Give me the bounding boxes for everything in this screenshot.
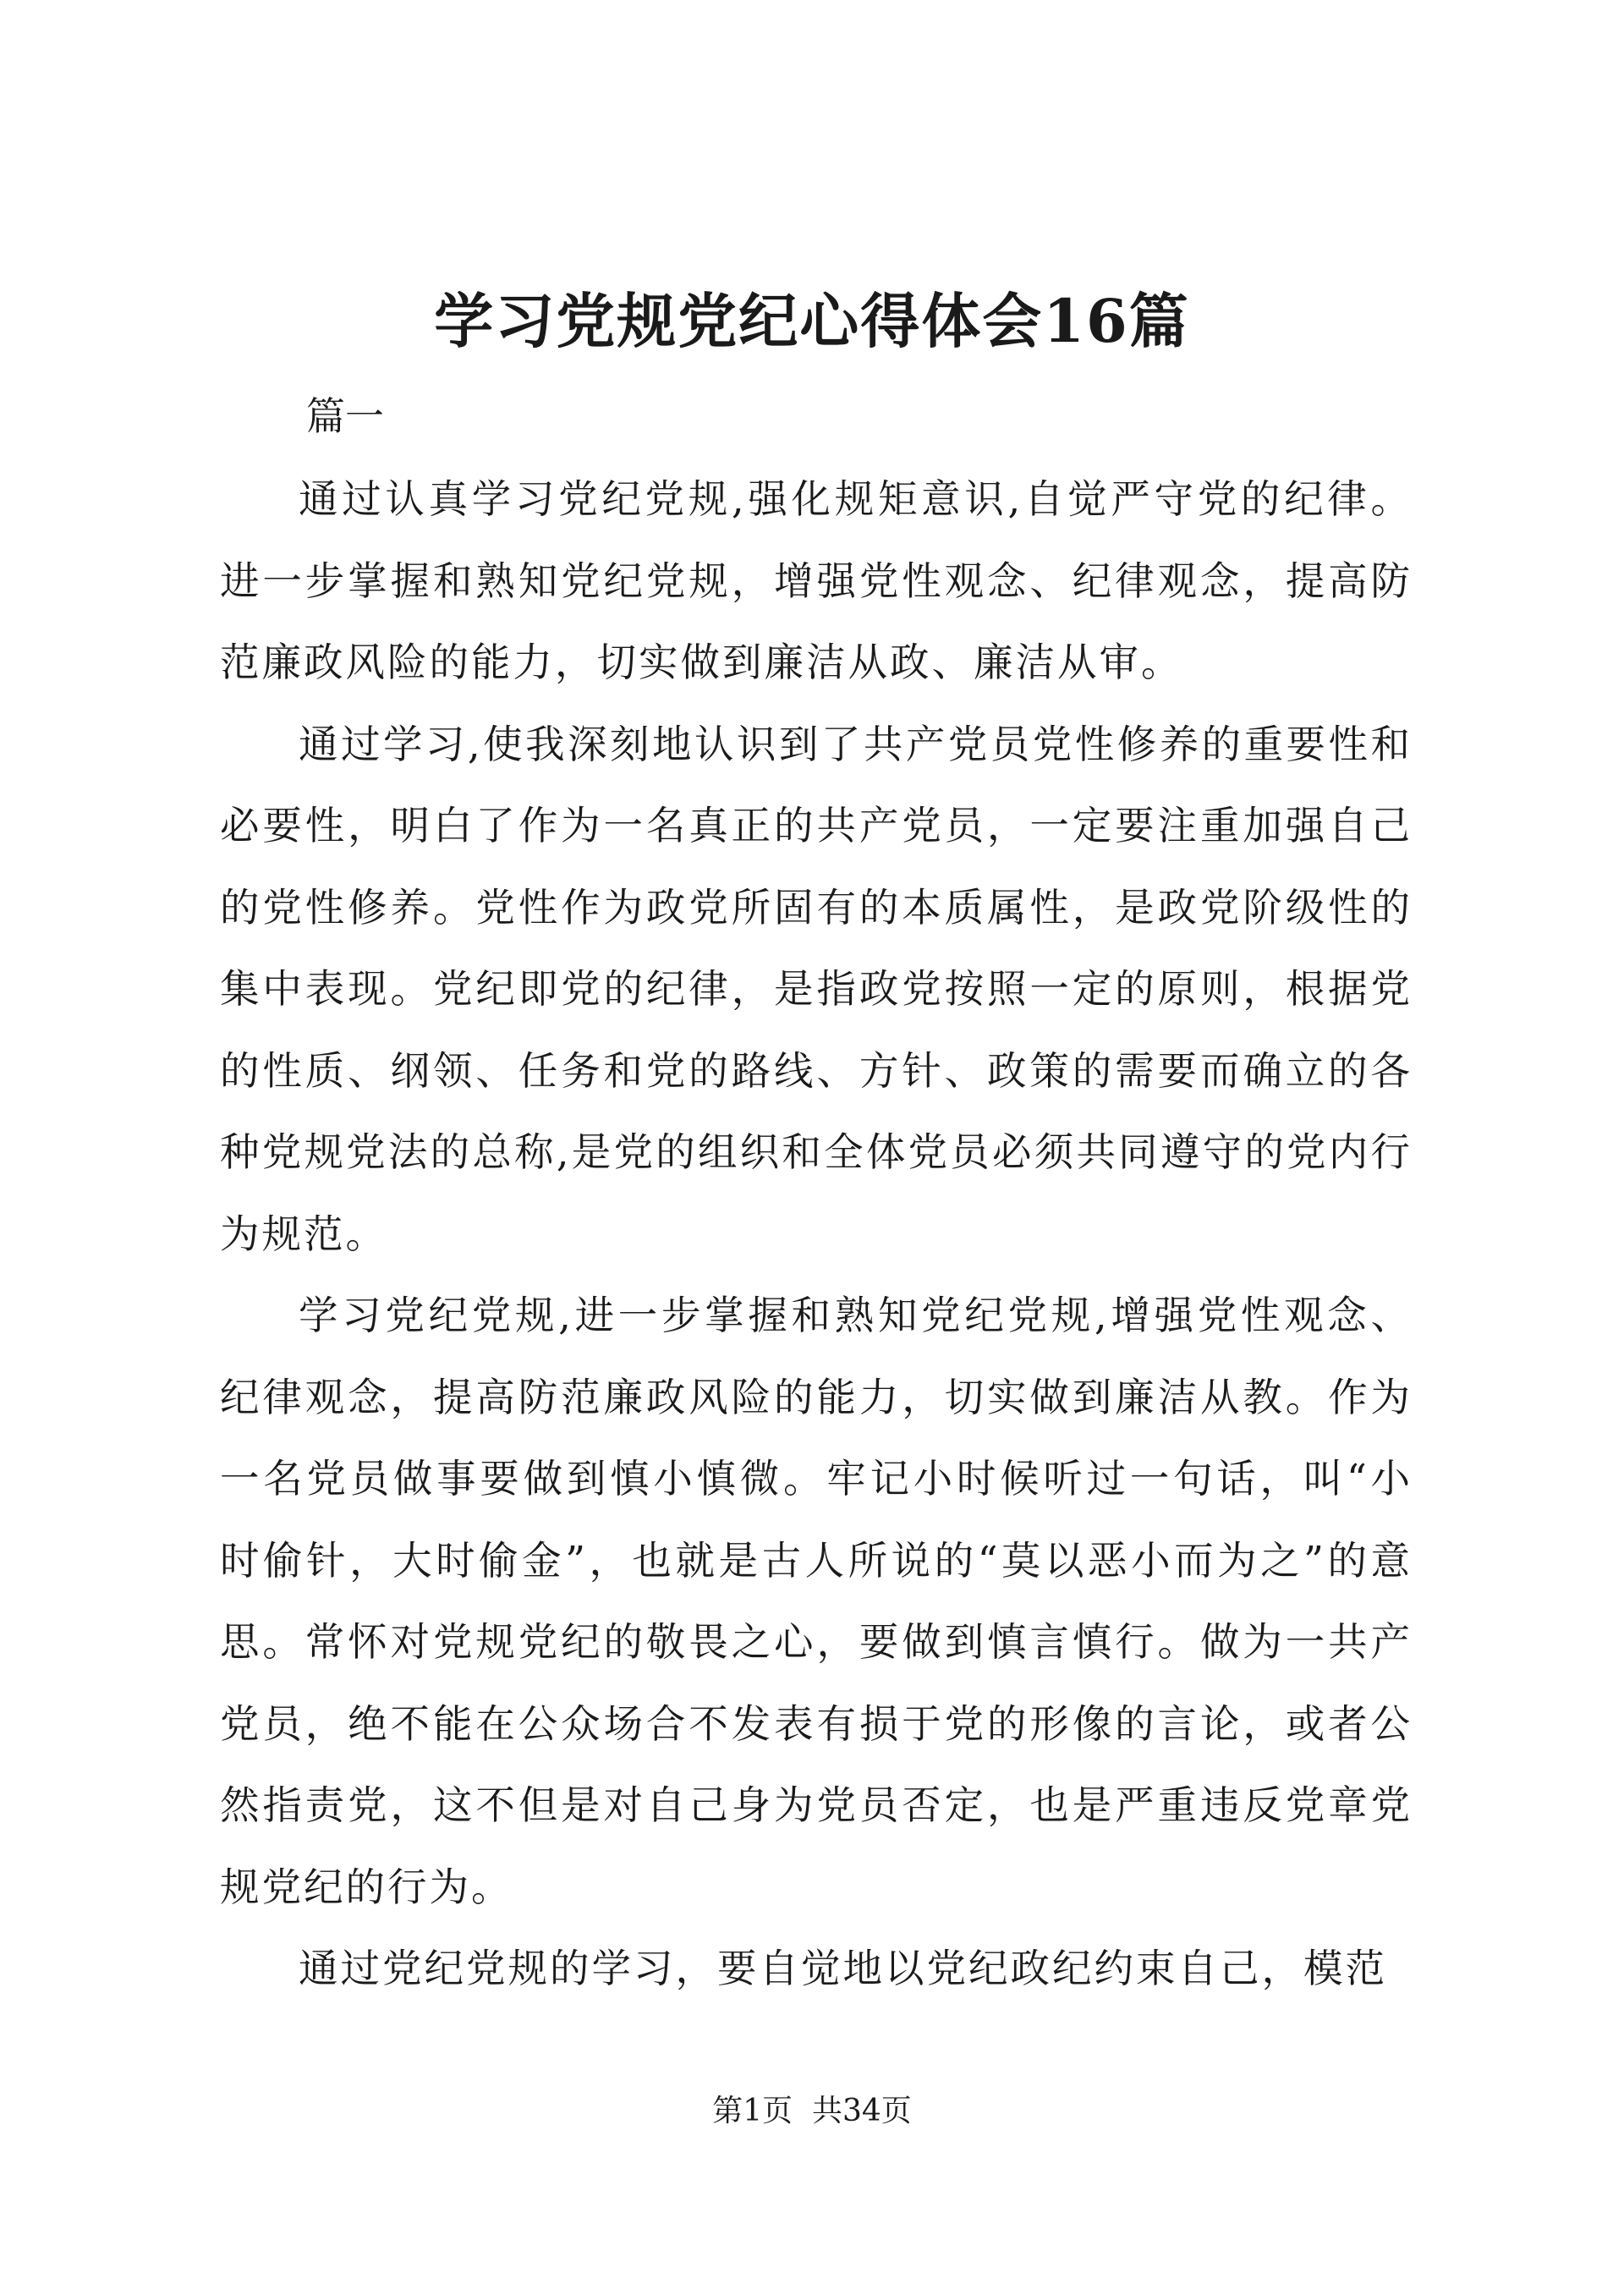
page-total: 34 (842, 2094, 881, 2128)
page-footer (0, 2086, 1624, 2137)
paragraph: 通过认真学习党纪党规,强化规矩意识,自觉严守党的纪律。进一步掌握和熟知党纪党规，增强党性观念、纪律观念，提高防范廉政风险的能力，切实做到廉洁从政、廉洁从审。 (220, 476, 1413, 685)
document-title: 学习党规党纪心得体会16篇 (434, 286, 1190, 356)
paragraph: 通过党纪党规的学习，要自觉地以党纪政纪约束自己，模范 (299, 1946, 1387, 1991)
paragraph: 学习党纪党规,进一步掌握和熟知党纪党规,增强党性观念、纪律观念，提高防范廉政风险的能力，切实做到廉洁从教。作为一名党员做事要做到慎小慎微。牢记小时候听过一句话，叫“小时偷针，大时偷金”，也就是古人所说的“莫以恶小而为之”的意思。常怀对党规党纪的敬畏之心，要做到慎言慎行。做为一共产党员，绝不能在公众场合不发表有损于党的形像的言论，或者公然指责党，这不但是对自己身为党员否定，也是严重违反党章党规党纪的行为。 (220, 1293, 1413, 1910)
page-current: 1 (743, 2094, 763, 2128)
paragraph: 通过学习,使我深刻地认识到了共产党员党性修养的重要性和必要性，明白了作为一名真正的共产党员，一定要注重加强自己的党性修养。党性作为政党所固有的本质属性，是政党阶级性的集中表现。党纪即党的纪律，是指政党按照一定的原则，根据党的性质、纲领、任务和党的路线、方针、政策的需要而确立的各种党规党法的总称,是党的组织和全体党员必须共同遵守的党内行为规范。 (220, 721, 1413, 1257)
section-label: 篇一 (306, 393, 384, 439)
page-prefix: 第 (712, 2094, 743, 2128)
page-suffix: 页 (881, 2094, 912, 2128)
page-middle: 页 共 (762, 2094, 842, 2128)
document-body (220, 458, 1413, 2010)
